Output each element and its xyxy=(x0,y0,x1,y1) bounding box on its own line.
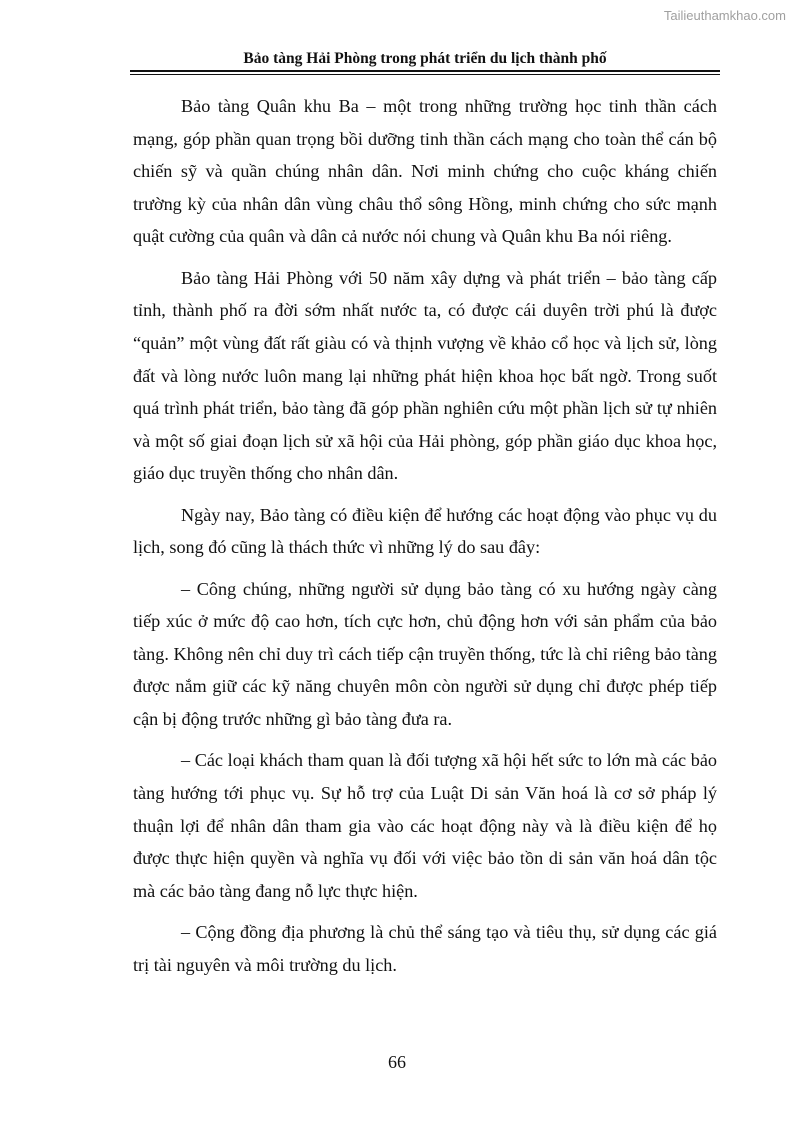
running-header: Bảo tàng Hải Phòng trong phát triển du lịch thành phố xyxy=(243,50,607,67)
list-paragraph: – Công chúng, những người sử dụng bảo tàng có xu hướng ngày càng tiếp xúc ở mức độ cao hơn, tích cực hơn, chủ động hơn với sản phẩm của bảo tàng. Không nên chỉ duy trì cách tiếp cận truyền thống, tức là chỉ riêng bảo tàng được nắm giữ các kỹ năng chuyên môn còn người sử dụng chỉ được phép tiếp cận bị động trước những gì bảo tàng đưa ra. xyxy=(133,578,717,730)
body-text xyxy=(133,90,717,990)
paragraph: Bảo tàng Hải Phòng với 50 năm xây dựng và phát triển – bảo tàng cấp tỉnh, thành phố ra đời sớm nhất nước ta, có được cái duyên trời phú là được “quản” một vùng đất rất giàu có và thịnh vượng về khảo cổ học và lịch sử, lòng đất và lòng nước luôn mang lại những phát hiện khoa học bất ngờ. Trong suốt quá trình phát triển, bảo tàng đã góp phần nghiên cứu một phần lịch sử tự nhiên và một số giai đoạn lịch sử xã hội của Hải phòng, góp phần giáo dục khoa học, giáo dục truyền thống cho nhân dân. xyxy=(133,267,717,484)
watermark: Tailieuthamkhao.com xyxy=(663,8,786,23)
page-number: 66 xyxy=(388,1052,406,1072)
paragraph: Ngày nay, Bảo tàng có điều kiện để hướng các hoạt động vào phục vụ du lịch, song đó cũng là thách thức vì những lý do sau đây: xyxy=(133,504,717,558)
list-paragraph: – Các loại khách tham quan là đối tượng xã hội hết sức to lớn mà các bảo tàng hướng tới phục vụ. Sự hỗ trợ của Luật Di sản Văn hoá là cơ sở pháp lý thuận lợi để nhân dân tham gia vào các hoạt động này và là điều kiện để họ được thực hiện quyền và nghĩa vụ đối với việc bảo tồn di sản văn hoá dân tộc mà các bảo tàng đang nỗ lực thực hiện. xyxy=(133,750,717,901)
header-rule xyxy=(130,70,720,72)
list-paragraph: – Cộng đồng địa phương là chủ thể sáng tạo và tiêu thụ, sử dụng các giá trị tài nguyên và môi trường du lịch. xyxy=(133,922,717,975)
paragraph: Bảo tàng Quân khu Ba – một trong những trường học tinh thần cách mạng, góp phần quan trọng bồi dưỡng tinh thần cách mạng cho toàn thể cán bộ chiến sỹ và quần chúng nhân dân. Nơi minh chứng cho cuộc kháng chiến trường kỳ của nhân dân vùng châu thổ sông Hồng, minh chứng cho sức mạnh quật cường của quân và dân cả nước nói chung và Quân khu Ba nói riêng. xyxy=(133,96,717,247)
header-rule-thin xyxy=(130,74,720,75)
